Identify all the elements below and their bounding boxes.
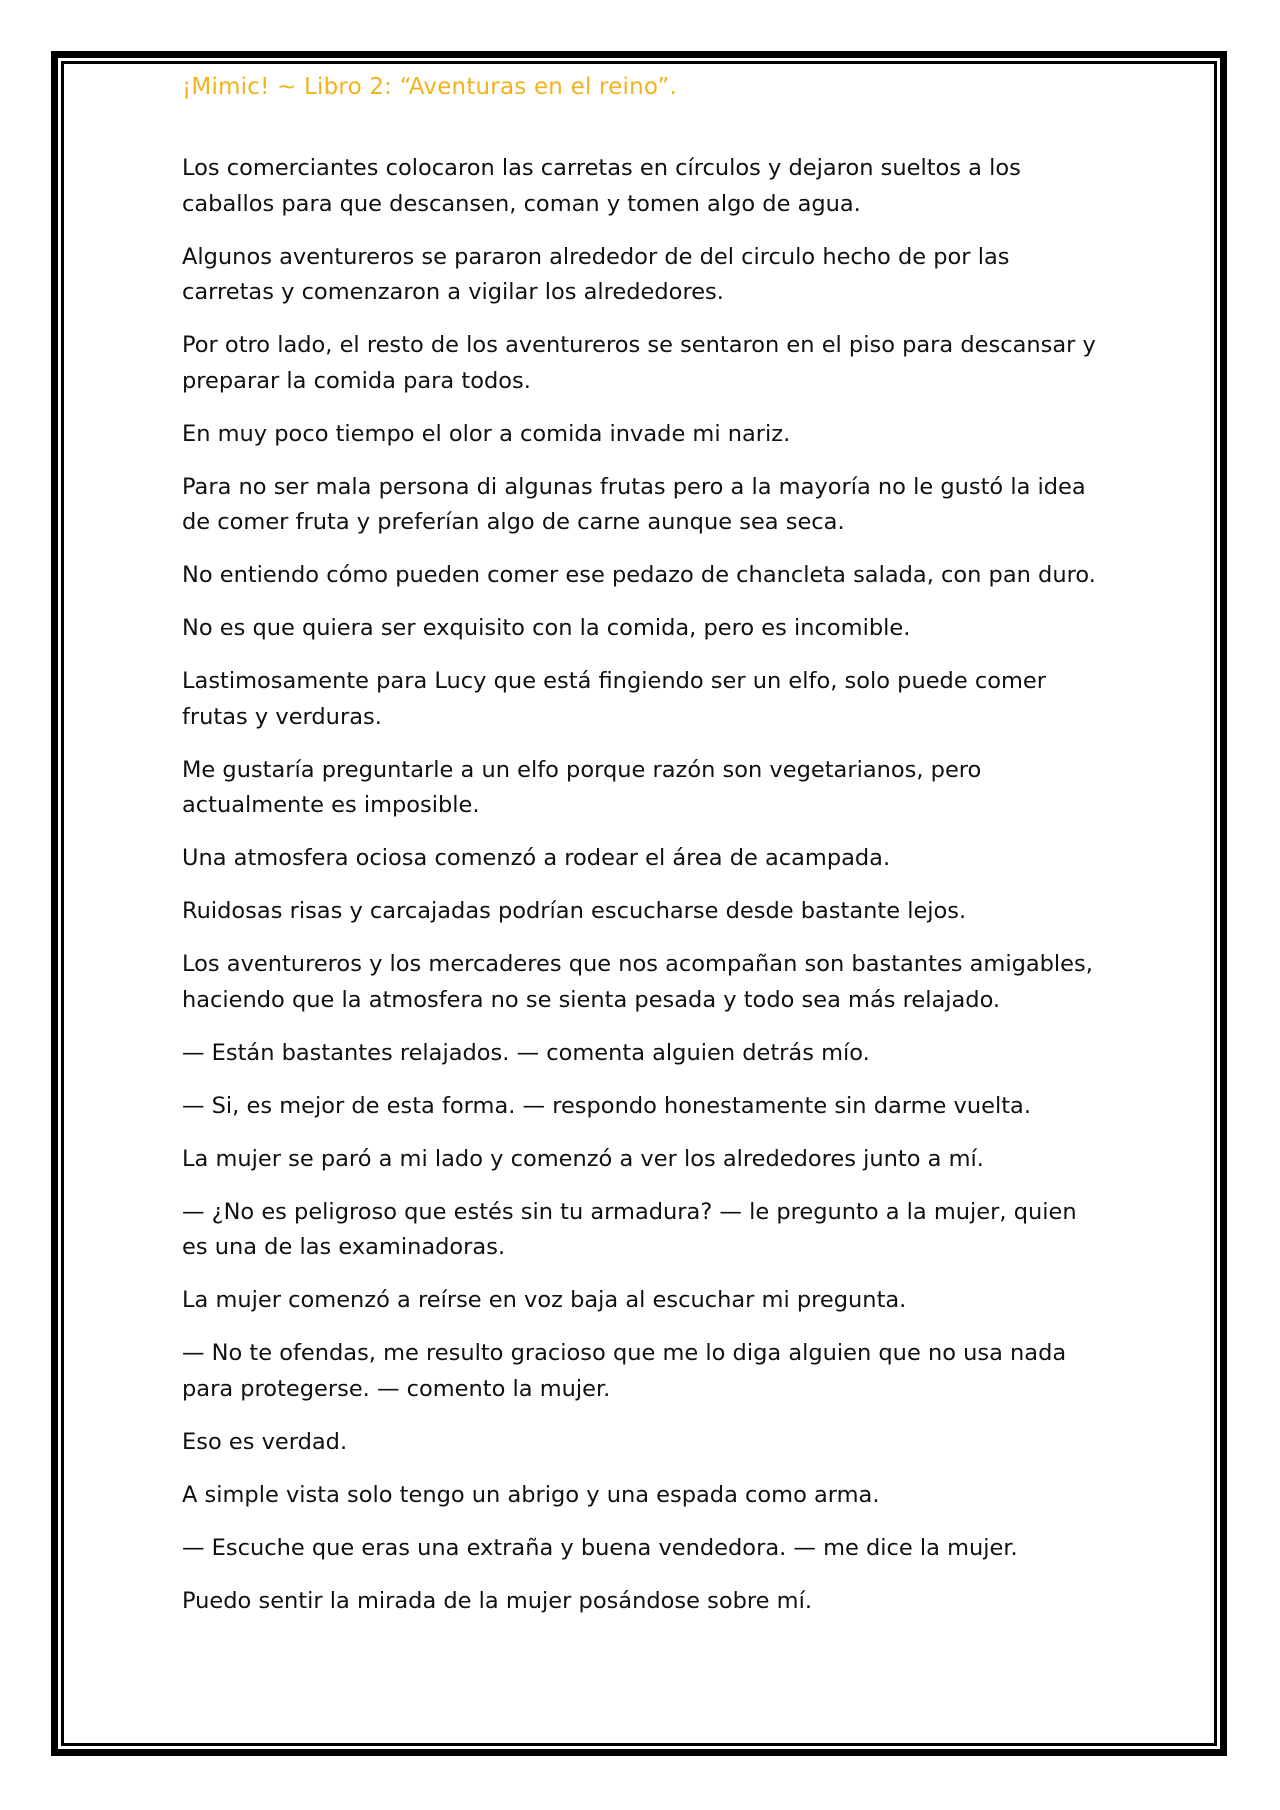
paragraph: Para no ser mala persona di algunas frutas pero a la mayoría no le gustó la idea de comer fruta y preferían algo de carne aunque sea seca. [182, 473, 1086, 535]
paragraph: En muy poco tiempo el olor a comida invade mi nariz. [182, 420, 791, 447]
paragraph: La mujer se paró a mi lado y comenzó a ver los alrededores junto a mí. [182, 1145, 984, 1172]
paragraph: Los aventureros y los mercaderes que nos acompañan son bastantes amigables, haciendo que la atmosfera no se sienta pesada y todo sea más relajado. [182, 951, 1093, 1013]
paragraph: Puedo sentir la mirada de la mujer posándose sobre mí. [182, 1587, 812, 1614]
dialogue-line: — Están bastantes relajados. — comenta alguien detrás mío. [182, 1039, 870, 1066]
dialogue-line: — Si, es mejor de esta forma. — respondo honestamente sin darme vuelta. [182, 1092, 1031, 1119]
paragraph: No es que quiera ser exquisito con la comida, pero es incomible. [182, 615, 911, 641]
paragraph: Ruidosas risas y carcajadas podrían escucharse desde bastante lejos. [182, 898, 967, 924]
paragraph: Una atmosfera ociosa comenzó a rodear el área de acampada. [182, 845, 891, 871]
body-text [182, 151, 1102, 1637]
paragraph: Por otro lado, el resto de los aventureros se sentaron en el piso para descansar y preparar la comida para todos. [182, 332, 1096, 394]
paragraph: Algunos aventureros se pararon alrededor de del circulo hecho de por las carretas y comenzaron a vigilar los alrededores. [182, 243, 1010, 305]
paragraph: Lastimosamente para Lucy que está fingiendo ser un elfo, solo puede comer frutas y verduras. [182, 668, 1046, 730]
book-header: ¡Mimic! ~ Libro 2: “Aventuras en el reino”. [182, 74, 677, 100]
paragraph: Me gustaría preguntarle a un elfo porque razón son vegetarianos, pero actualmente es imposible. [182, 756, 982, 818]
paragraph: Los comerciantes colocaron las carretas en círculos y dejaron sueltos a los caballos para que descansen, coman y tomen algo de agua. [182, 155, 1021, 217]
dialogue-line: — Escuche que eras una extraña y buena vendedora. — me dice la mujer. [182, 1534, 1018, 1561]
paragraph: A simple vista solo tengo un abrigo y una espada como arma. [182, 1481, 880, 1508]
paragraph: No entiendo cómo pueden comer ese pedazo de chancleta salada, con pan duro. [182, 562, 1096, 588]
dialogue-line: — No te ofendas, me resulto gracioso que me lo diga alguien que no usa nada para protegerse. — comento la mujer. [182, 1340, 1067, 1402]
paragraph: Eso es verdad. [182, 1428, 348, 1455]
paragraph: La mujer comenzó a reírse en voz baja al escuchar mi pregunta. [182, 1287, 907, 1313]
dialogue-line: — ¿No es peligroso que estés sin tu armadura? — le pregunto a la mujer, quien es una de las examinadoras. [182, 1198, 1077, 1260]
